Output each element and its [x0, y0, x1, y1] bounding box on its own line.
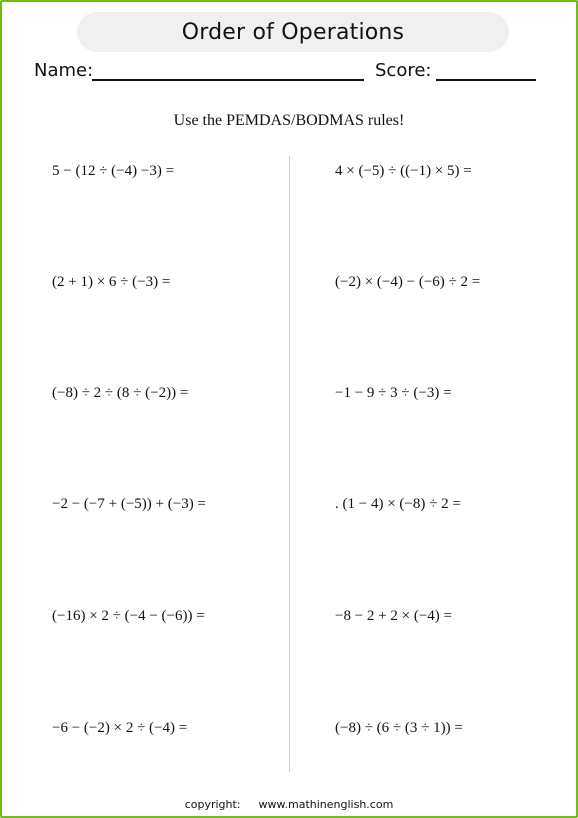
name-label: Name:: [34, 60, 94, 81]
problem-right-4: . (1 − 4) × (−8) ÷ 2 =: [335, 496, 461, 512]
copyright-label: copyright:: [184, 798, 241, 811]
title-banner: [77, 12, 509, 52]
score-label: Score:: [375, 60, 432, 81]
problem-right-2: (−2) × (−4) − (−6) ÷ 2 =: [335, 274, 481, 290]
problem-right-6: (−8) ÷ (6 ÷ (3 ÷ 1)) =: [335, 720, 463, 736]
instructions-text: Use the PEMDAS/BODMAS rules!: [173, 112, 405, 129]
problem-left-6: −6 − (−2) × 2 ÷ (−4) =: [52, 720, 188, 736]
problem-left-1: 5 − (12 ÷ (−4) −3) =: [52, 163, 175, 179]
problem-right-5: −8 − 2 + 2 × (−4) =: [335, 608, 452, 624]
footer: [0, 798, 578, 811]
column-divider: [289, 156, 290, 772]
problem-left-5: (−16) × 2 ÷ (−4 − (−6)) =: [52, 608, 205, 624]
score-blank-line: [436, 79, 536, 81]
name-score-row: [34, 60, 544, 86]
worksheet-title: Order of Operations: [181, 19, 405, 45]
website-link[interactable]: www.mathinenglish.com: [258, 798, 394, 811]
problem-left-4: −2 − (−7 + (−5)) + (−3) =: [52, 496, 206, 512]
problem-left-3: (−8) ÷ 2 ÷ (8 ÷ (−2)) =: [52, 385, 189, 401]
problem-right-3: −1 − 9 ÷ 3 ÷ (−3) =: [335, 385, 452, 401]
problem-right-1: 4 × (−5) ÷ ((−1) × 5) =: [335, 163, 472, 179]
name-blank-line: [92, 79, 364, 81]
problem-left-2: (2 + 1) × 6 ÷ (−3) =: [52, 274, 171, 290]
